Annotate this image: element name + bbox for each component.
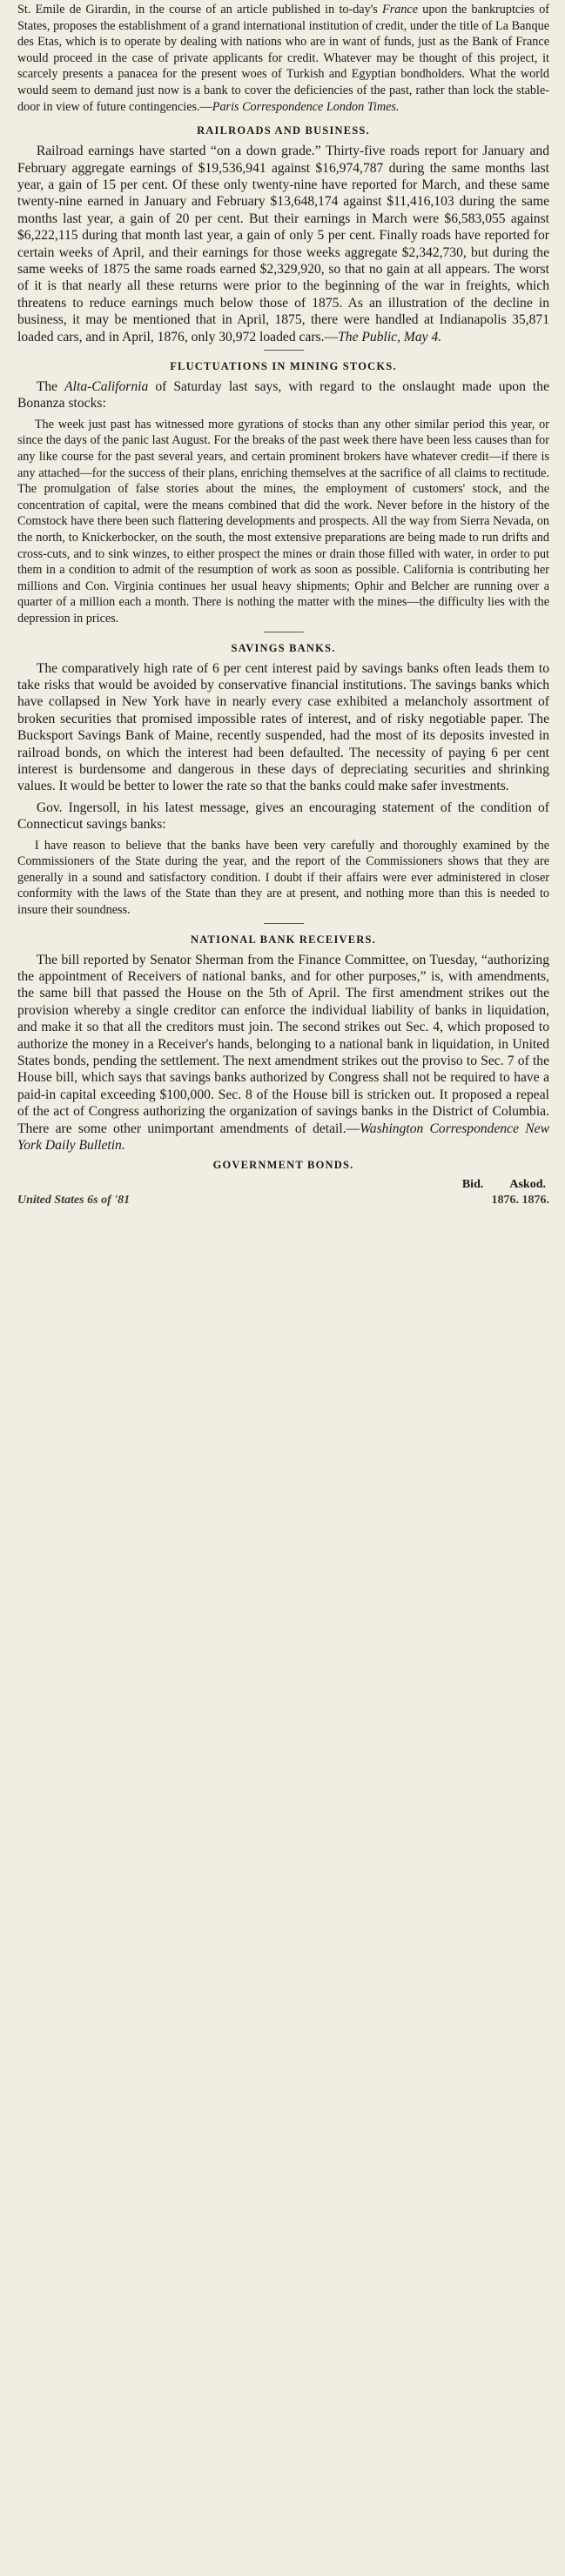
mining-heading: FLUCTUATIONS IN MINING STOCKS.: [170, 360, 397, 373]
railroads-source: The Public, May 4.: [338, 329, 442, 345]
bid-column-header: Bid.: [461, 1178, 484, 1192]
receivers-heading: NATIONAL BANK RECEIVERS.: [191, 933, 376, 946]
intro-text-rest: upon the bankruptcies of States, proposes the establishment of a grand international institution of credit, under the title of La Banque des Etas, which is to operate by dealing with nations who are in want of funds, just as the Bank of France would proceed in the case of private applicants for credit. Whatever may be thought of this project, it scarcely presents a panacea for the present woes of Turkish and Egyptian bondholders. What the world would seem to demand just now is a bank to cover the deficiencies of the past, rather than lock the stable-door in view of future contingencies.—: [17, 3, 550, 114]
bonds-table: [17, 1177, 549, 1208]
railroads-heading: RAILROADS AND BUSINESS.: [197, 124, 370, 137]
railroads-text: Railroad earnings have started “on a down grade.” Thirty-five roads report for January and February aggregate earnings of $19,536,941 against $16,974,787 during the same months last year, a gain of 15 per cent. Of these only twenty-nine have reported for March, and these same twenty-nine earned in January and February $13,648,174 against $11,416,103 during the same months last year, a gain of 20 per cent. But their earnings in March were $6,583,055 against $6,222,115 during that month last year, a gain of only 5 per cent. Finally roads have reported for certain weeks of April, and their earnings for those weeks aggregate $2,342,730, but during the same weeks of 1875 the same roads earned $2,329,920, so that no gain at all appears. The worst of it is that nearly all these returns were prior to the beginning of the war in freights, which threatens to reduce earnings much below those of 1875. As an illustration of the decline in business, it may be mentioned that in April, 1875, there were handled at Indianapolis 35,871 loaded cars, and in April, 1876, only 30,972 loaded cars.—: [17, 144, 549, 345]
mining-lead: [17, 378, 549, 412]
bond-values: 1876. 1876.: [491, 1194, 549, 1208]
section-divider: [264, 923, 304, 924]
receivers-text: The bill reported by Senator Sherman from the Finance Committee, on Tuesday, “authorizing the appointment of Receivers of national banks, and for other purposes,” is, with amendments, the same bill that passed the House on the 5th of April. The first amendment strikes out the provision whereby a single creditor can enforce the individual liability of banks in liquidation, and make it so that all the creditors must join. The second strikes out Sec. 4, which proposed to authorize the money in a Receiver's hands, belonging to a national bank in liquidation, in United States bonds, pending the settlement. The next amendment strikes out the proviso to Sec. 7 of the House bill, which says that savings banks authorized by Congress shall not be required to have a paid-in capital exceeding $100,000. Sec. 8 of the House bill is stricken out. It proposed a repeal of the act of Congress authorizing the organization of savings banks in the District of Columbia. There are some other unimportant amendments of detail.—: [17, 952, 549, 1136]
bonds-heading: GOVERNMENT BONDS.: [212, 1159, 354, 1172]
mining-body: The week just past has witnessed more gyrations of stocks than any other similar period this year, or since the days of the panic last August. For the breaks of the past week there have been less causes than for any like course for the past several years, and certain prominent brokers have whatever credit—if there is any attached—for the success of their plans, enriching themselves at the sacrifice of all claims to rectitude. The promulgation of false stories about the mines, the employment of customers' stock, and the concentration of capital, were the means combined that did the work. Never before in the history of the Comstock have there been such flattering developments and prospects. All the way from Sierra Nevada, on the north, to Knickerbocker, on the south, the most extensive preparations are being made to run drifts and cross-cuts, and to sink winzes, to either prospect the mines or drain those filled with water, in order to put them in a condition to admit of the resumption of work as soon as possible. California is contributing her millions and Con. Virginia continues her usual heavy shipments; Ophir and Belcher are running over a quarter of a million each a month. There is nothing the matter with the mines—the difficulty lies with the depression in prices.: [17, 417, 549, 626]
intro-paragraph: [17, 2, 549, 115]
railroads-paragraph: [17, 143, 549, 345]
mining-lead-end: of Saturday last says, with regard to the onslaught made upon the Bonanza stocks:: [17, 379, 549, 411]
intro-text-start: St. Emile de Girardin, in the course of an article published in to-day's: [17, 3, 378, 17]
mining-paper-name: Alta-California: [64, 379, 149, 395]
receivers-paragraph: [17, 952, 549, 1154]
savings-heading: SAVINGS BANKS.: [231, 641, 336, 654]
intro-paper-name: France: [382, 3, 419, 17]
asked-column-header: Askod.: [509, 1178, 546, 1192]
savings-quote: I have reason to believe that the banks have been very carefully and thoroughly examined by the Commissioners of the State during the year, and the report of the Commissioners shows that they are generally in a sound and satisfactory condition. I doubt if their affairs were ever administered in closer conformity with the laws of the State than they are at present, and nothing more than this is needed to insure their soundness.: [17, 838, 549, 917]
receivers-source: Washington Correspondence New York Daily Bulletin.: [17, 1121, 549, 1154]
table-row: [17, 1193, 549, 1208]
section-divider: [264, 350, 304, 351]
mining-lead-start: The: [36, 379, 58, 395]
savings-paragraph-1: The comparatively high rate of 6 per cent interest paid by savings banks often leads them to take risks that would be avoided by conservative financial institutions. The savings banks which have collapsed in New York have in nearly every case exhibited a melancholy assortment of broken securities that promised impossible rates of interest, and of risky negotiable paper. The Bucksport Savings Bank of Maine, recently suspended, had the most of its deposits invested in railroad bonds, on which the interest had been defaulted. The necessity of paying 6 per cent interest is burdensome and dangerous in these days of depreciating securities and shrinking values. It would be better to lower the rate so that the banks could make safer investments.: [17, 660, 549, 794]
bonds-table-header: [17, 1177, 549, 1193]
intro-source: Paris Correspondence London Times.: [212, 99, 400, 114]
savings-paragraph-2: Gov. Ingersoll, in his latest message, gives an encouraging statement of the condition of Connecticut savings banks:: [17, 800, 549, 833]
bond-label: United States 6s of '81: [17, 1194, 131, 1208]
